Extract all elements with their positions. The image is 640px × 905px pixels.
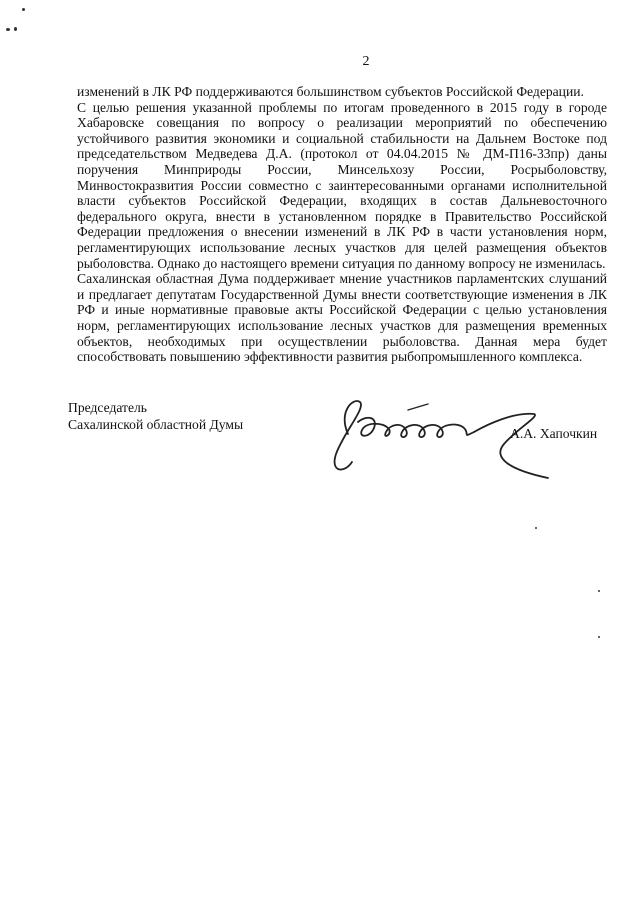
scan-speck bbox=[6, 28, 10, 31]
signatory-name: А.А. Хапочкин bbox=[510, 426, 598, 441]
signatory-organization: Сахалинской областной Думы bbox=[68, 417, 244, 432]
paragraph: Сахалинская областная Дума поддерживает мнение участников парламентских слушаний и предлагает депутатам Государственной Думы внести соответствующие изменения в ЛК РФ и иные нормативные правовые акты Российской Федерации с целью установления норм, регламентирующих использование лесных участков для размещения временных объектов, необходимых при осуществлении рыболовства. Данная мера будет способствовать повышению эффективности развития рыбопромышленного комплекса. bbox=[77, 271, 607, 365]
signatory-title: Председатель bbox=[68, 400, 147, 415]
scan-speck bbox=[598, 590, 600, 592]
document-body bbox=[77, 84, 607, 365]
signature-block bbox=[68, 400, 608, 490]
handwritten-signature bbox=[278, 392, 578, 492]
scan-speck bbox=[535, 527, 537, 529]
paragraph: изменений в ЛК РФ поддерживаются большинством субъектов Российской Федерации. bbox=[77, 84, 584, 99]
paragraph: С целью решения указанной проблемы по итогам проведенного в 2015 году в городе Хабаровске совещания по вопросу о реализации мероприятий по обеспечению устойчивого развития экономики и социальной стабильности на Дальнем Востоке под председательством Медведева Д.А. (протокол от 04.04.2015 № ДМ-П16-33пр) даны поручения Минприроды России, Минсельхозу России, Росрыболовству, Минвостокразвития России совместно с заинтересованными органами исполнительной власти субъектов Российской Федерации, входящих в состав Дальневосточного федерального округа, внести в установленном порядке в Правительство Российской Федерации предложения о внесении изменений в ЛК РФ в части установления норм, регламентирующих использование лесных участков для целей размещения объектов рыболовства. Однако до настоящего времени ситуация по данному вопросу не изменилась. bbox=[77, 99, 607, 271]
page-number: 2 bbox=[362, 54, 370, 69]
scan-speck bbox=[598, 636, 600, 638]
scan-speck bbox=[14, 27, 17, 31]
scan-speck bbox=[22, 8, 25, 11]
